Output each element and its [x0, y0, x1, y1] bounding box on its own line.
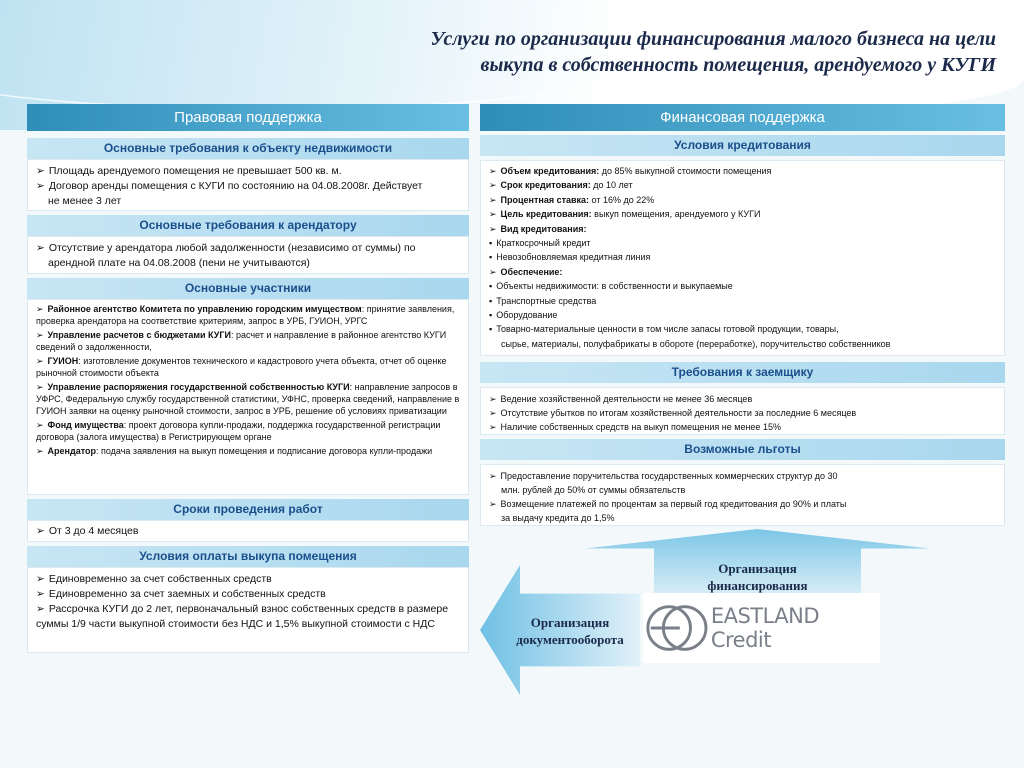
- tenant-requirements-box: [27, 236, 469, 274]
- participant-item: ➢ ГУИОН: изготовление документов технического и кадастрового учета объекта, отчет об оценке рыночной стоимости объекта: [36, 356, 447, 378]
- logo-text: EASTLAND Credit: [710, 604, 820, 652]
- payment-terms-header: Условия оплаты выкупа помещения: [27, 546, 469, 567]
- credit-line: ➢ Обеспечение:: [489, 266, 563, 277]
- title-line-2: выкупа в собственность помещения, арендуемого у КУГИ: [480, 54, 996, 76]
- arrow-bullet-icon: ➢: [36, 304, 44, 314]
- arrow-bullet-icon: ➢: [36, 603, 45, 615]
- credit-line: сырье, материалы, полуфабрикаты в обороте (переработке), поручительство собственников: [501, 338, 891, 349]
- list-item: ➢ Наличие собственных средств на выкуп помещения не менее 15%: [489, 422, 781, 432]
- credit-line: ▪ Оборудование: [489, 310, 558, 321]
- arrow-bullet-icon: ➢: [489, 394, 497, 404]
- participant-item: ➢ Фонд имущества: проект договора купли-продажи, поддержка государственной регистрации договора (залога имущества) в Регистрирующем органе: [36, 420, 441, 442]
- legal-support-column: [27, 104, 469, 653]
- list-item: ➢ Площадь арендуемого помещения не превышает 500 кв. м.: [36, 165, 342, 177]
- list-item: ➢ От 3 до 4 месяцев: [36, 525, 139, 537]
- benefits-header: Возможные льготы: [480, 439, 1005, 460]
- arrow-bullet-icon: ➢: [36, 420, 44, 430]
- terms-header: Сроки проведения работ: [27, 499, 469, 520]
- borrower-requirements-header: Требования к заемщику: [480, 362, 1005, 383]
- terms-box: [27, 520, 469, 542]
- arrow-bullet-icon: ➢: [489, 408, 497, 418]
- organization-documents-label: Организация документооборота: [516, 615, 624, 647]
- participant-item: ➢ Районное агентство Комитета по управлению городским имуществом: принятие заявления, проверка арендатора на соответствие критериям, запрос в УРБ, ГУИОН, УРГС: [36, 304, 455, 326]
- credit-line: ➢ Вид кредитования:: [489, 223, 587, 234]
- object-requirements-header: Основные требования к объекту недвижимости: [27, 138, 469, 159]
- list-item: ➢ Отсутствие убытков по итогам хозяйственной деятельности за последние 6 месяцев: [489, 408, 857, 418]
- arrow-bullet-icon: ➢: [36, 588, 45, 600]
- credit-line: ➢ Цель кредитования: выкуп помещения, арендуемого у КУГИ: [489, 209, 761, 220]
- list-item: ➢ Отсутствие у арендатора любой задолженности (независимо от суммы) по: [36, 242, 416, 254]
- arrow-bullet-icon: ➢: [36, 242, 45, 254]
- list-item-continuation: за выдачу кредита до 1,5%: [501, 513, 615, 523]
- list-item: ➢ Рассрочка КУГИ до 2 лет, первоначальный взнос собственных средств в размере суммы 1/9 части выкупной стоимости без НДС и 1,5% выкупной стоимости с НДС: [36, 603, 449, 630]
- participants-box: [27, 299, 469, 495]
- arrow-bullet-icon: ➢: [36, 382, 44, 392]
- participants-header: Основные участники: [27, 278, 469, 299]
- credit-line: ➢ Процентная ставка: от 16% до 22%: [489, 194, 655, 205]
- credit-line: ▪ Транспортные средства: [489, 295, 597, 306]
- list-item: ➢ Договор аренды помещения с КУГИ по состоянию на 04.08.2008г. Действует: [36, 180, 423, 192]
- borrower-requirements-box: [480, 387, 1005, 435]
- arrow-bullet-icon: ➢: [36, 180, 45, 192]
- financial-support-header: Финансовая поддержка: [480, 104, 1005, 131]
- list-item: ➢ Единовременно за счет собственных средств: [36, 573, 272, 585]
- list-item: ➢ Ведение хозяйственной деятельности не менее 36 месяцев: [489, 394, 753, 404]
- list-item-continuation: млн. рублей до 50% от суммы обязательств: [501, 485, 686, 495]
- tenant-requirements-header: Основные требования к арендатору: [27, 215, 469, 236]
- credit-line: ▪ Краткосрочный кредит: [489, 238, 591, 249]
- page-title: [196, 26, 996, 78]
- arrow-bullet-icon: ➢: [489, 499, 497, 509]
- list-item-continuation: арендной плате на 04.08.2008 (пени не учитываются): [48, 257, 310, 269]
- eastland-logo-mark-icon: [643, 593, 711, 663]
- list-item-continuation: не менее 3 лет: [48, 195, 122, 207]
- credit-line: ▪ Невозобновляемая кредитная линия: [489, 252, 651, 263]
- arrow-bullet-icon: ➢: [36, 573, 45, 585]
- credit-line: ▪ Объекты недвижимости: в собственности и выкупаемые: [489, 281, 733, 292]
- participant-item: ➢ Управление распоряжения государственной собственностью КУГИ: направление запросов в УФРС, Федеральную службу государственной статистики, УФНС, проверка сведений, направление в ГУИОН заявки на оценку рыночной стоимости, запрос в УРБ, решение об условиях приватизации: [36, 382, 460, 416]
- organization-financing-label: Организация финансирования: [707, 561, 808, 593]
- arrow-bullet-icon: ➢: [36, 330, 44, 340]
- arrow-bullet-icon: ➢: [489, 471, 497, 481]
- credit-line: ➢ Срок кредитования: до 10 лет: [489, 180, 633, 191]
- financial-support-column: [480, 104, 1005, 526]
- credit-conditions-header: Условия кредитования: [480, 135, 1005, 156]
- credit-line: ➢ Объем кредитования: до 85% выкупной стоимости помещения: [489, 166, 772, 176]
- benefits-box: [480, 464, 1005, 526]
- arrow-bullet-icon: ➢: [36, 525, 45, 537]
- participant-item: ➢ Управление расчетов с бюджетами КУГИ: расчет и направление в районное агентство КУГИ сведений о задолженности,: [36, 330, 447, 352]
- arrow-bullet-icon: ➢: [36, 446, 44, 456]
- object-requirements-box: [27, 159, 469, 211]
- list-item: ➢ Предоставление поручительства государственных коммерческих структур до 30: [489, 471, 838, 481]
- eastland-credit-logo: [643, 593, 880, 663]
- arrow-bullet-icon: ➢: [36, 356, 44, 366]
- credit-line: ▪ Товарно-материальные ценности в том числе запасы готовой продукции, товары,: [489, 324, 839, 335]
- arrow-bullet-icon: ➢: [36, 165, 45, 177]
- credit-conditions-box: [480, 160, 1005, 356]
- list-item: ➢ Возмещение платежей по процентам за первый год кредитования до 90% и платы: [489, 499, 847, 509]
- title-line-1: Услуги по организации финансирования малого бизнеса на цели: [430, 28, 996, 50]
- arrow-bullet-icon: ➢: [489, 422, 497, 432]
- legal-support-header: Правовая поддержка: [27, 104, 469, 131]
- list-item: ➢ Единовременно за счет заемных и собственных средств: [36, 588, 326, 600]
- participant-item: ➢ Арендатор: подача заявления на выкуп помещения и подписание договора купли-продажи: [36, 446, 433, 456]
- payment-terms-box: [27, 567, 469, 653]
